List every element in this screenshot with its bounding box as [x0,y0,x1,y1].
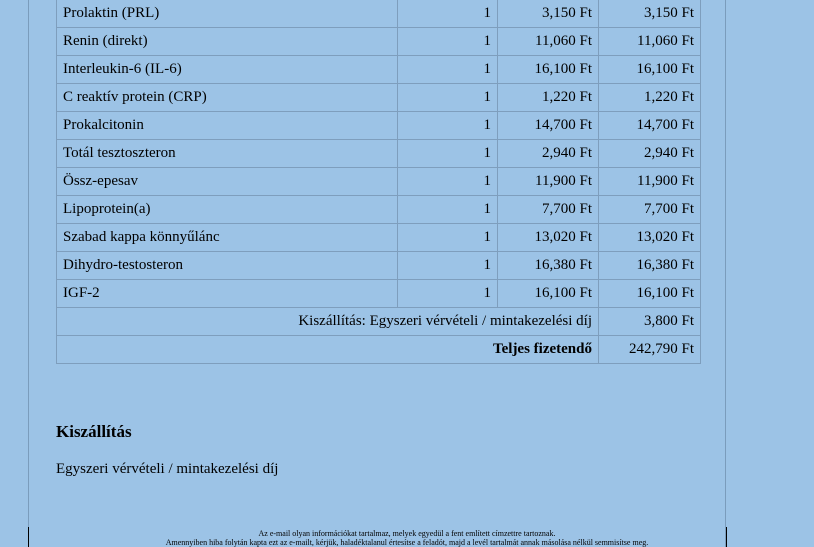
item-total: 14,700 Ft [599,112,701,140]
table-row [57,112,701,140]
item-total: 16,100 Ft [599,56,701,84]
table-row [57,84,701,112]
table-row [57,0,701,28]
total-row [57,336,701,364]
item-name: Prokalcitonin [57,112,398,140]
shipping-row [57,308,701,336]
item-name: Lipoprotein(a) [57,196,398,224]
item-qty: 1 [398,140,498,168]
item-total: 11,060 Ft [599,28,701,56]
item-total: 16,100 Ft [599,280,701,308]
item-price: 16,380 Ft [498,252,599,280]
table-row [57,252,701,280]
footer-disclaimer-line-1: Az e-mail olyan információkat tartalmaz, melyek egyedül a fent említett címzettre tartoznak. [258,529,556,538]
item-name: IGF-2 [57,280,398,308]
item-qty: 1 [398,56,498,84]
total-label: Teljes fizetendő [57,336,599,364]
table-row [57,56,701,84]
table-row [57,140,701,168]
item-price: 3,150 Ft [498,0,599,28]
table-row [57,224,701,252]
item-name: Össz-epesav [57,168,398,196]
item-total: 16,380 Ft [599,252,701,280]
item-name: Dihydro-testosteron [57,252,398,280]
item-total: 3,150 Ft [599,0,701,28]
item-price: 11,900 Ft [498,168,599,196]
item-total: 13,020 Ft [599,224,701,252]
shipping-label: Kiszállítás: Egyszeri vérvételi / mintakezelési díj [57,308,599,336]
item-price: 7,700 Ft [498,196,599,224]
item-name: C reaktív protein (CRP) [57,84,398,112]
item-total: 1,220 Ft [599,84,701,112]
item-total: 11,900 Ft [599,168,701,196]
shipping-section-title: Kiszállítás [56,422,132,441]
item-qty: 1 [398,112,498,140]
table-row [57,28,701,56]
item-name: Interleukin-6 (IL-6) [57,56,398,84]
item-price: 11,060 Ft [498,28,599,56]
item-price: 16,100 Ft [498,56,599,84]
table-row [57,168,701,196]
order-table-body [57,0,701,364]
item-total: 7,700 Ft [599,196,701,224]
item-qty: 1 [398,84,498,112]
item-price: 1,220 Ft [498,84,599,112]
item-name: Totál tesztoszteron [57,140,398,168]
item-qty: 1 [398,0,498,28]
table-row [57,280,701,308]
item-qty: 1 [398,168,498,196]
table-row [57,196,701,224]
shipping-value: 3,800 Ft [599,308,701,336]
item-qty: 1 [398,280,498,308]
shipping-section-text: Egyszeri vérvételi / mintakezelési díj [56,461,279,477]
item-qty: 1 [398,196,498,224]
item-name: Prolaktin (PRL) [57,0,398,28]
item-qty: 1 [398,224,498,252]
item-price: 16,100 Ft [498,280,599,308]
order-table [56,0,701,364]
item-name: Szabad kappa könnyűlánc [57,224,398,252]
footer-disclaimer-line-2: Amennyiben hiba folytán kapta ezt az e-mailt, kérjük, haladéktalanul értesítse a feladót, majd a levél tartalmát annak másolása nélkül semmisítse meg. [165,538,649,547]
item-name: Renin (direkt) [57,28,398,56]
item-price: 2,940 Ft [498,140,599,168]
item-total: 2,940 Ft [599,140,701,168]
item-qty: 1 [398,28,498,56]
item-qty: 1 [398,252,498,280]
item-price: 14,700 Ft [498,112,599,140]
item-price: 13,020 Ft [498,224,599,252]
total-value: 242,790 Ft [599,336,701,364]
